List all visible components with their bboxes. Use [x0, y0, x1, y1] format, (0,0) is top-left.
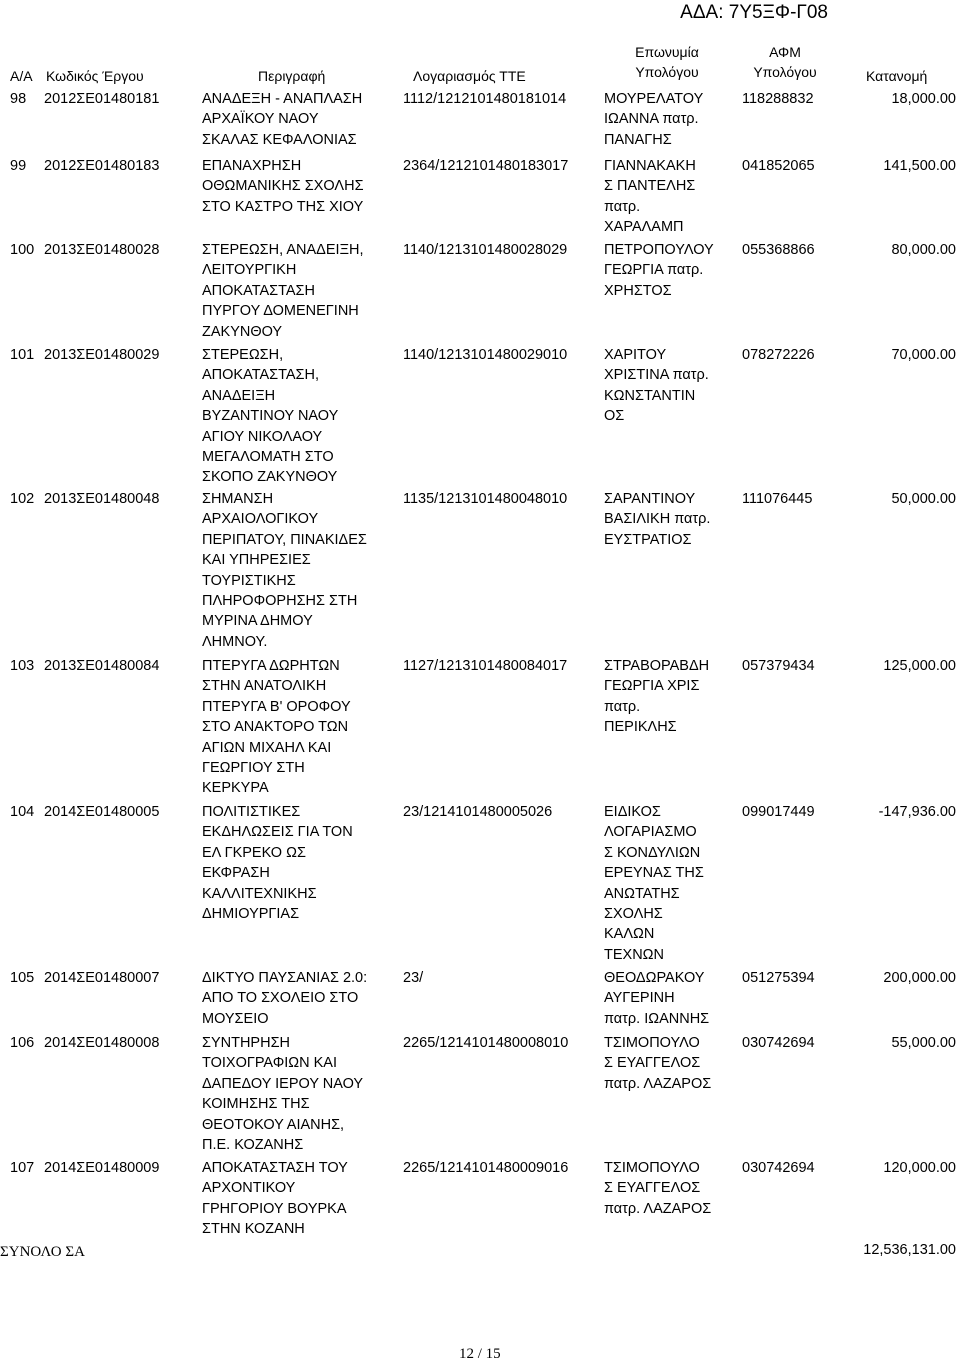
cell-code: 2014ΣΕ01480009 — [44, 1160, 160, 1176]
total-label: ΣΥΝΟΛΟ ΣΑ — [0, 1244, 85, 1260]
cell-amount: 80,000.00 — [891, 242, 956, 258]
cell-name: ΣΑΡΑΝΤΙΝΟΥ ΒΑΣΙΛΙΚΗ πατρ. ΕΥΣΤΡΑΤΙΟΣ — [604, 491, 711, 548]
cell-afm: 057379434 — [742, 658, 815, 674]
page-current: 12 — [459, 1346, 474, 1362]
col-header-name: Επωνυμία Υπολόγου — [635, 44, 699, 80]
cell-account: 1140/1213101480029010 — [403, 347, 568, 363]
cell-desc: ΑΠΟΚΑΤΑΣΤΑΣΗ ΤΟΥ ΑΡΧΟΝΤΙΚΟΥ ΓΡΗΓΟΡΙΟΥ ΒΟΥΡΚΑ ΣΤΗΝ ΚΟΖΑΝΗ — [202, 1160, 348, 1238]
cell-aa: 103 — [10, 658, 35, 674]
cell-amount: 55,000.00 — [891, 1035, 956, 1051]
cell-amount: 50,000.00 — [891, 491, 956, 507]
total-value: 12,536,131.00 — [863, 1242, 956, 1258]
col-header-afm: ΑΦΜ Υπολόγου — [753, 44, 817, 80]
page-indicator — [459, 1346, 501, 1363]
cell-account: 1135/1213101480048010 — [403, 491, 568, 507]
col-header-desc: Περιγραφή — [258, 68, 326, 84]
cell-code: 2012ΣΕ01480181 — [44, 91, 160, 107]
cell-name: ΘΕΟΔΩΡΑΚΟΥ ΑΥΓΕΡΙΝΗ πατρ. ΙΩΑΝΝΗΣ — [604, 970, 710, 1027]
cell-account: 2265/1214101480008010 — [403, 1035, 569, 1051]
cell-name: ΕΙΔΙΚΟΣ ΛΟΓΑΡΙΑΣΜΟ Σ ΚΟΝΔΥΛΙΩΝ ΕΡΕΥΝΑΣ ΤΗΣ ΑΝΩΤΑΤΗΣ ΣΧΟΛΗΣ ΚΑΛΩΝ ΤΕΧΝΩΝ — [604, 804, 704, 963]
cell-account: 1127/1213101480084017 — [403, 658, 568, 674]
cell-code: 2014ΣΕ01480007 — [44, 970, 160, 986]
cell-account: 2265/1214101480009016 — [403, 1160, 569, 1176]
page-total: 15 — [485, 1346, 501, 1362]
col-header-amount: Κατανομή — [866, 68, 928, 84]
cell-name: ΓΙΑΝΝΑΚΑΚΗ Σ ΠΑΝΤΕΛΗΣ πατρ. ΧΑΡΑΛΑΜΠ — [604, 158, 696, 236]
cell-desc: ΠΟΛΙΤΙΣΤΙΚΕΣ ΕΚΔΗΛΩΣΕΙΣ ΓΙΑ ΤΟΝ ΕΛ ΓΚΡΕΚΟ ΩΣ ΕΚΦΡΑΣΗ ΚΑΛΛΙΤΕΧΝΙΚΗΣ ΔΗΜΙΟΥΡΓΙΑΣ — [202, 804, 353, 923]
col-header-code: Κωδικός Έργου — [46, 68, 144, 84]
cell-code: 2013ΣΕ01480084 — [44, 658, 160, 674]
cell-afm: 030742694 — [742, 1035, 815, 1051]
cell-aa: 98 — [10, 91, 27, 107]
cell-amount: 125,000.00 — [883, 658, 956, 674]
cell-amount: 200,000.00 — [883, 970, 956, 986]
cell-account: 1140/1213101480028029 — [403, 242, 568, 258]
cell-aa: 100 — [10, 242, 35, 258]
cell-afm: 030742694 — [742, 1160, 815, 1176]
cell-desc: ΣΥΝΤΗΡΗΣΗ ΤΟΙΧΟΓΡΑΦΙΩΝ ΚΑΙ ΔΑΠΕΔΟΥ ΙΕΡΟΥ ΝΑΟΥ ΚΟΙΜΗΣΗΣ ΤΗΣ ΘΕΟΤΟΚΟΥ ΑΙΑΝΗΣ, Π.Ε. ΚΟΖΑΝΗΣ — [202, 1035, 364, 1154]
col-header-aa: Α/Α — [10, 68, 33, 84]
cell-desc: ΑΝΑΔΕΞΗ - ΑΝΑΠΛΑΣΗ ΑΡΧΑΪΚΟΥ ΝΑΟΥ ΣΚΑΛΑΣ ΚΕΦΑΛΟΝΙΑΣ — [202, 91, 363, 148]
cell-desc: ΔΙΚΤΥΟ ΠΑΥΣΑΝΙΑΣ 2.0: ΑΠΟ ΤΟ ΣΧΟΛΕΙΟ ΣΤΟ ΜΟΥΣΕΙΟ — [202, 970, 368, 1027]
cell-aa: 99 — [10, 158, 27, 174]
cell-afm: 078272226 — [742, 347, 815, 363]
cell-code: 2013ΣΕ01480029 — [44, 347, 160, 363]
cell-desc: ΕΠΑΝΑΧΡΗΣΗ ΟΘΩΜΑΝΙΚΗΣ ΣΧΟΛΗΣ ΣΤΟ ΚΑΣΤΡΟ ΤΗΣ ΧΙΟΥ — [202, 158, 364, 215]
cell-amount: -147,936.00 — [878, 804, 956, 820]
cell-amount: 120,000.00 — [883, 1160, 956, 1176]
cell-code: 2014ΣΕ01480005 — [44, 804, 160, 820]
cell-aa: 107 — [10, 1160, 35, 1176]
cell-name: ΠΕΤΡΟΠΟΥΛΟΥ ΓΕΩΡΓΙΑ πατρ. ΧΡΗΣΤΟΣ — [604, 242, 714, 299]
cell-desc: ΠΤΕΡΥΓΑ ΔΩΡΗΤΩΝ ΣΤΗΝ ΑΝΑΤΟΛΙΚΗ ΠΤΕΡΥΓΑ Β' ΟΡΟΦΟΥ ΣΤΟ ΑΝΑΚΤΟΡΟ ΤΩΝ ΑΓΙΩΝ ΜΙΧΑΗΛ ΚΑΙ ΓΕΩΡΓΙΟΥ ΣΤΗ ΚΕΡΚΥΡΑ — [202, 658, 351, 797]
cell-amount: 141,500.00 — [883, 158, 956, 174]
cell-aa: 102 — [10, 491, 35, 507]
cell-desc: ΣΗΜΑΝΣΗ ΑΡΧΑΙΟΛΟΓΙΚΟΥ ΠΕΡΙΠΑΤΟΥ, ΠΙΝΑΚΙΔΕΣ ΚΑΙ ΥΠΗΡΕΣΙΕΣ ΤΟΥΡΙΣΤΙΚΗΣ ΠΛΗΡΟΦΟΡΗΣΗΣ ΣΤΗ ΜΥΡΙΝΑ ΔΗΜΟΥ ΛΗΜΝΟΥ. — [202, 491, 367, 650]
cell-account: 23/ — [403, 970, 424, 986]
cell-code: 2014ΣΕ01480008 — [44, 1035, 160, 1051]
cell-aa: 105 — [10, 970, 35, 986]
cell-aa: 104 — [10, 804, 35, 820]
cell-afm: 118288832 — [742, 91, 814, 107]
cell-code: 2012ΣΕ01480183 — [44, 158, 160, 174]
cell-afm: 111076445 — [742, 491, 813, 507]
cell-afm: 099017449 — [742, 804, 815, 820]
cell-account: 23/1214101480005026 — [403, 804, 553, 820]
ada-code: ΑΔΑ: 7Υ5ΞΦ-Γ08 — [680, 2, 828, 23]
cell-account: 2364/1212101480183017 — [403, 158, 569, 174]
cell-name: ΜΟΥΡΕΛΑΤΟΥ ΙΩΑΝΝΑ πατρ. ΠΑΝΑΓΗΣ — [604, 91, 704, 148]
cell-name: ΧΑΡΙΤΟΥ ΧΡΙΣΤΙΝΑ πατρ. ΚΩΝΣΤΑΝΤΙΝ ΟΣ — [604, 347, 709, 425]
cell-amount: 70,000.00 — [891, 347, 956, 363]
cell-afm: 051275394 — [742, 970, 815, 986]
cell-desc: ΣΤΕΡΕΩΣΗ, ΑΝΑΔΕΙΞΗ, ΛΕΙΤΟΥΡΓΙΚΗ ΑΠΟΚΑΤΑΣΤΑΣΗ ΠΥΡΓΟΥ ΔΟΜΕΝΕΓΙΝΗ ΖΑΚΥΝΘΟΥ — [202, 242, 364, 340]
cell-aa: 101 — [10, 347, 35, 363]
cell-name: ΤΣΙΜΟΠΟΥΛΟ Σ ΕΥΑΓΓΕΛΟΣ πατρ. ΛΑΖΑΡΟΣ — [604, 1035, 712, 1092]
cell-aa: 106 — [10, 1035, 35, 1051]
page-separator: / — [477, 1346, 482, 1362]
cell-afm: 055368866 — [742, 242, 815, 258]
cell-desc: ΣΤΕΡΕΩΣΗ, ΑΠΟΚΑΤΑΣΤΑΣΗ, ΑΝΑΔΕΙΞΗ ΒΥΖΑΝΤΙΝΟΥ ΝΑΟΥ ΑΓΙΟΥ ΝΙΚΟΛΑΟΥ ΜΕΓΑΛΟΜΑΤΗ ΣΤΟ ΣΚΟΠΟ ΖΑΚΥΝΘΟΥ — [202, 347, 339, 486]
cell-code: 2013ΣΕ01480028 — [44, 242, 160, 258]
cell-name: ΤΣΙΜΟΠΟΥΛΟ Σ ΕΥΑΓΓΕΛΟΣ πατρ. ΛΑΖΑΡΟΣ — [604, 1160, 712, 1217]
cell-amount: 18,000.00 — [891, 91, 956, 107]
cell-code: 2013ΣΕ01480048 — [44, 491, 160, 507]
cell-account: 1112/1212101480181014 — [403, 91, 567, 107]
cell-name: ΣΤΡΑΒΟΡΑΒΔΗ ΓΕΩΡΓΙΑ ΧΡΙΣ πατρ. ΠΕΡΙΚΛΗΣ — [604, 658, 710, 736]
col-header-account: Λογαριασμός ΤΤΕ — [413, 68, 526, 84]
cell-afm: 041852065 — [742, 158, 815, 174]
